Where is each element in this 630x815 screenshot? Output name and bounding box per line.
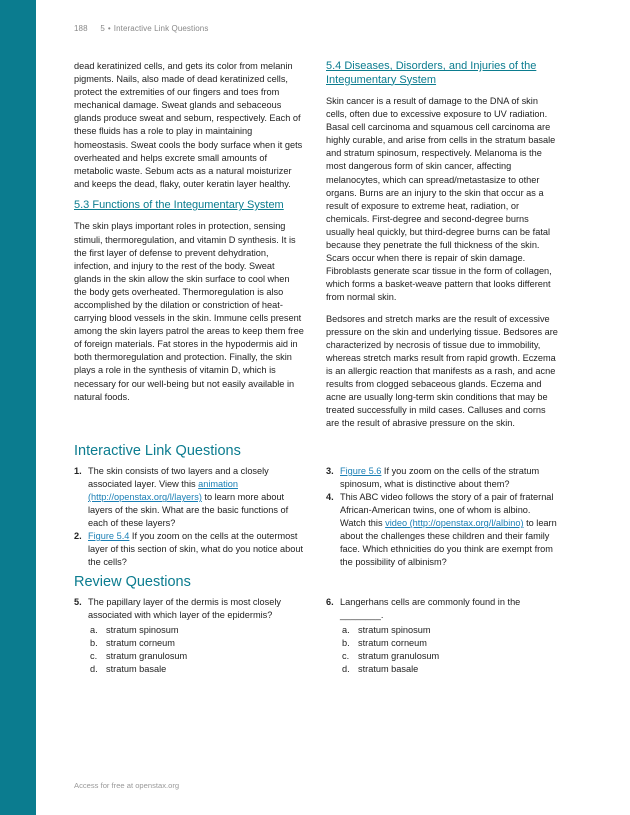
question-number: 1. (74, 466, 82, 476)
option-text: stratum basale (358, 664, 419, 675)
question-6 (326, 596, 558, 677)
question-number: 6. (326, 597, 334, 607)
option-b[interactable] (88, 637, 306, 650)
right-column (326, 60, 558, 430)
option-text: stratum spinosum (358, 625, 431, 636)
question-5 (74, 596, 306, 677)
question-number: 2. (74, 531, 82, 541)
question-text: The papillary layer of the dermis is most closely associated with which layer of the epidermis? (88, 597, 282, 621)
option-text: stratum corneum (106, 638, 175, 649)
option-text: stratum granulosum (106, 651, 188, 662)
section-heading-5-3[interactable]: 5.3 Functions of the Integumentary System (74, 198, 284, 211)
question-1 (74, 465, 306, 530)
option-letter: d. (342, 664, 350, 675)
option-c[interactable] (340, 650, 558, 663)
figure-5-4-link[interactable]: Figure 5.4 (88, 531, 130, 541)
section-heading-5-4[interactable]: 5.4 Diseases, Disorders, and Injuries of the Integumentary System (326, 60, 537, 86)
option-text: stratum spinosum (106, 625, 179, 636)
option-b[interactable] (340, 637, 558, 650)
option-letter: a. (342, 625, 350, 636)
page-number: 188 (74, 24, 88, 33)
question-text-cont: to learn more about layers of the skin. What are the basic functions of each of these layers? (88, 492, 289, 529)
option-letter: b. (342, 638, 350, 649)
footer-access-note: Access for free at openstax.org (74, 781, 180, 790)
option-text: stratum corneum (358, 638, 427, 649)
option-text: stratum basale (106, 664, 167, 675)
option-letter: d. (90, 664, 98, 675)
paragraph-functions: The skin plays important roles in protection, sensing stimuli, thermoregulation, and vitamin D synthesis. It is the first layer of defense to prevent dehydration, infection, and injury to the rest of the body. Sweat glands in the skin allow the skin surface to cool when the body gets overheated. Thermoregulation is also accomplished by the dilation or constriction of heat-carrying blood vessels in the skin. Immune cells present among the skin layers patrol the areas to keep them free of foreign materials. Fat stores in the hypodermis aid in both thermoregulation and protection. Finally, the skin plays a role in the synthesis of vitamin D, which is necessary for our well-being but not easily available in natural foods. (74, 221, 304, 402)
side-color-bar (0, 0, 36, 815)
question-text: If you zoom on the cells at the outermost layer of this section of skin, what do you notice about the cells? (88, 531, 304, 568)
option-letter: c. (90, 651, 98, 662)
question-2 (74, 530, 306, 569)
running-head (74, 24, 208, 33)
chapter-number: 5 (100, 24, 105, 33)
question-4 (326, 491, 558, 570)
option-letter: c. (342, 651, 350, 662)
question-3 (326, 465, 558, 491)
paragraph-bedsores: Bedsores and stretch marks are the result of excessive pressure on the skin and underlying tissue. Bedsores are characterized by necrosis of tissue due to immobility, whereas stretch marks result from rapid growth. Eczema is an allergic reaction that manifests as a rash, and acne results from clogged sebaceous glands. Eczema and acne are usually long-term skin conditions that may be treated successfully in mild cases. Calluses and corns are the result of abrasive pressure on the skin. (326, 313, 558, 429)
left-column (74, 60, 304, 404)
option-d[interactable] (340, 663, 558, 676)
question-text-cont: to learn about the challenges these children and their family face. Which ethnicities do you think are exempt from the possibility of albinism? (340, 518, 557, 568)
video-link[interactable]: video (http://openstax.org/l/albino) (385, 518, 524, 529)
interactive-questions-heading: Interactive Link Questions (74, 443, 241, 459)
animation-link[interactable]: animation (http://openstax.org/l/layers) (88, 479, 238, 503)
answer-options (88, 624, 306, 676)
answer-options (340, 624, 558, 676)
option-letter: a. (90, 625, 98, 636)
question-number: 5. (74, 597, 82, 607)
option-a[interactable] (340, 624, 558, 637)
figure-5-6-link[interactable]: Figure 5.6 (340, 466, 382, 476)
question-text: This ABC video follows the story of a pair of fraternal African-American twins, one of whom is albino. Watch this (340, 492, 554, 529)
question-number: 3. (326, 466, 334, 476)
paragraph-skin-cancer: Skin cancer is a result of damage to the DNA of skin cells, often due to excessive exposure to UV radiation. Basal cell carcinoma and squamous cell carcinoma are highly curable, and arise from cells in the stratum basale and stratum spinosum, respectively. Melanoma is the most dangerous form of skin cancer, affecting melanocytes, which can spread/metastasize to other organs. Burns are an injury to the skin that occur as a result of exposure to extreme heat, radiation, or chemicals. First-degree and second-degree burns usually heal quickly, but third-degree burns can be fatal because they penetrate the full thickness of the skin. Scars occur when there is repair of skin damage. Fibroblasts generate scar tissue in the form of collagen, which forms a basket-weave pattern that looks different from normal skin. (326, 96, 556, 303)
question-text: If you zoom on the cells of the stratum spinosum, what is distinctive about them? (340, 466, 540, 490)
question-text: The skin consists of two layers and a closely associated layer. View this (88, 466, 269, 490)
option-text: stratum granulosum (358, 651, 440, 662)
paragraph-integument-summary: dead keratinized cells, and gets its color from melanin pigments. Nails, also made of dead keratinized cells, protect the extremities of our fingers and toes from mechanical damage. Sweat glands and sebaceous glands produce sweat and sebum, respectively. Each of these fluids has a role to play in maintaining homeostasis. Sweat cools the body surface when it gets overheated and helps excrete small amounts of metabolic waste. Sebum acts as a natural moisturizer and keeps the dead, flaky, outer keratin layer healthy. (74, 61, 303, 189)
chapter-title: Interactive Link Questions (113, 24, 209, 33)
review-questions-heading: Review Questions (74, 574, 191, 590)
option-letter: b. (90, 638, 98, 649)
option-c[interactable] (88, 650, 306, 663)
question-number: 4. (326, 492, 334, 502)
option-a[interactable] (88, 624, 306, 637)
bullet-separator: • (107, 24, 111, 33)
question-text: Langerhans cells are commonly found in the ________. (340, 597, 521, 621)
option-d[interactable] (88, 663, 306, 676)
